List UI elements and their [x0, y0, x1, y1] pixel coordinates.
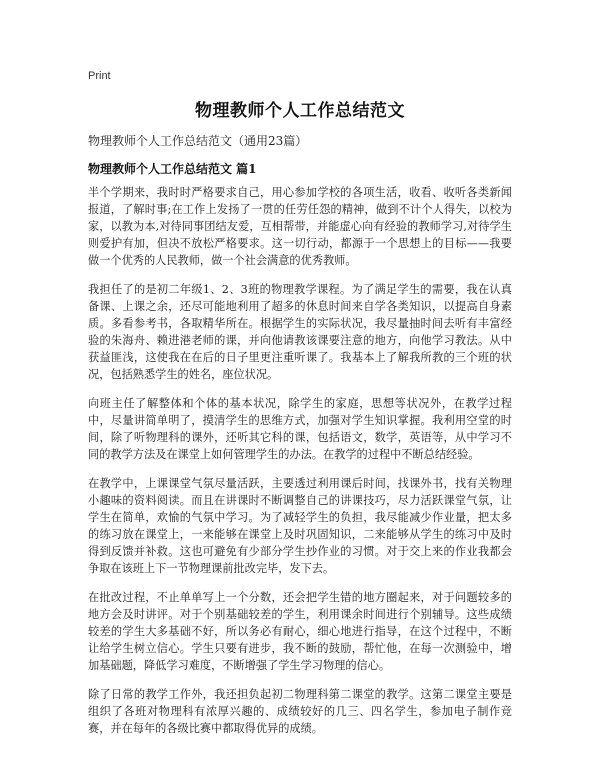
paragraph-1: 半个学期来，我时时严格要求自己，用心参加学校的各项生活，收看、收听各类新闻报道，了解时事;在工作上发扬了一贯的任劳任怨的精神，做到不计个人得失，以校为家，以教为本,对待同事团结友爱，互相帮带，并能虚心向有经验的教师学习,对待学生则爱护有加，但决不放松严格要求。这一切行动，都源于一个思想上的目标——我要做一个优秀的人民教师，做一个社会满意的优秀教师。 [88, 186, 512, 267]
paragraph-6: 除了日常的教学工作外，我还担负起初二物理科第二课堂的教学。这第二课堂主要是组织了各班对物理科有浓厚兴趣的、成绩较好的几三、四名学生，参加电子制作竞赛，并在每年的各级比赛中都取得优异的成绩。 [88, 688, 512, 735]
section-heading: 物理教师个人工作总结范文 篇1 [88, 162, 257, 176]
paragraph-4: 在教学中，上课课堂气氛尽量活跃，主要透过利用课后时间，找课外书，找有关物理小趣味的资料阅读。而且在讲课时不断调整自己的讲课技巧，尽力活跃课堂气氛，让学生在简单，欢愉的气氛中学习。为了减轻学生的负担，我尽能减少作业量，把太多的练习放在课堂上，一来能够在课堂上及时巩固知识，二来能够从学生的练习中及时得到反馈并补救。这也可避免有少部分学生抄作业的习惯。对于交上来的作业我都会争取在该班上下一节物理课前批改完毕，发下去。 [88, 477, 512, 575]
article-body [88, 184, 512, 749]
paragraph-2: 我担任了的是初二年级1、2、3班的物理教学课程。为了满足学生的需要，我在认真备课、上课之余，还尽可能地利用了超多的休息时间来自学各类知识，以提高自身素质。多看参考书，各取精华所在。根据学生的实际状况，我尽量抽时间去听有丰富经验的朱海舟、赖进港老师的课，并向他请教该课要注意的地方，向他学习教法。从中获益匪浅，这使我在在后的日子里更注重听课了。我基本上了解我所教的三个班的状况，包括熟悉学生的姓名，座位状况。 [88, 283, 512, 381]
document-title: 物理教师个人工作总结范文 [195, 101, 405, 121]
paragraph-5: 在批改过程，不止单单写上一个分数，还会把学生错的地方圈起来，对于问题较多的地方会及时讲评。对于个别基础较差的学生，利用课余时间进行个别辅导。这些成绩较差的学生大多基础不好，所以务必有耐心，细心地进行指导，在这个过程中，不断让给学生树立信心。学生只要有进步，我不断的鼓励，帮忙他，在每一次测验中，增加基础题，降低学习难度，不断增强了学生学习物理的信心。 [88, 591, 512, 672]
document-subtitle: 物理教师个人工作总结范文（通用23篇） [88, 134, 308, 148]
paragraph-3: 向班主任了解整体和个体的基本状况，除学生的家庭，思想等状况外，在教学过程中，尽量讲简单明了，摸清学生的思维方式，加强对学生知识掌握。我利用空堂的时间，除了听物理科的课外，还听其它科的课，包括语文，数学，英语等，从中学习不同的教学方法及在课堂上如何管理学生的办法。在教学的过程中不断总结经验。 [88, 397, 512, 461]
print-link[interactable]: Print [88, 70, 111, 82]
